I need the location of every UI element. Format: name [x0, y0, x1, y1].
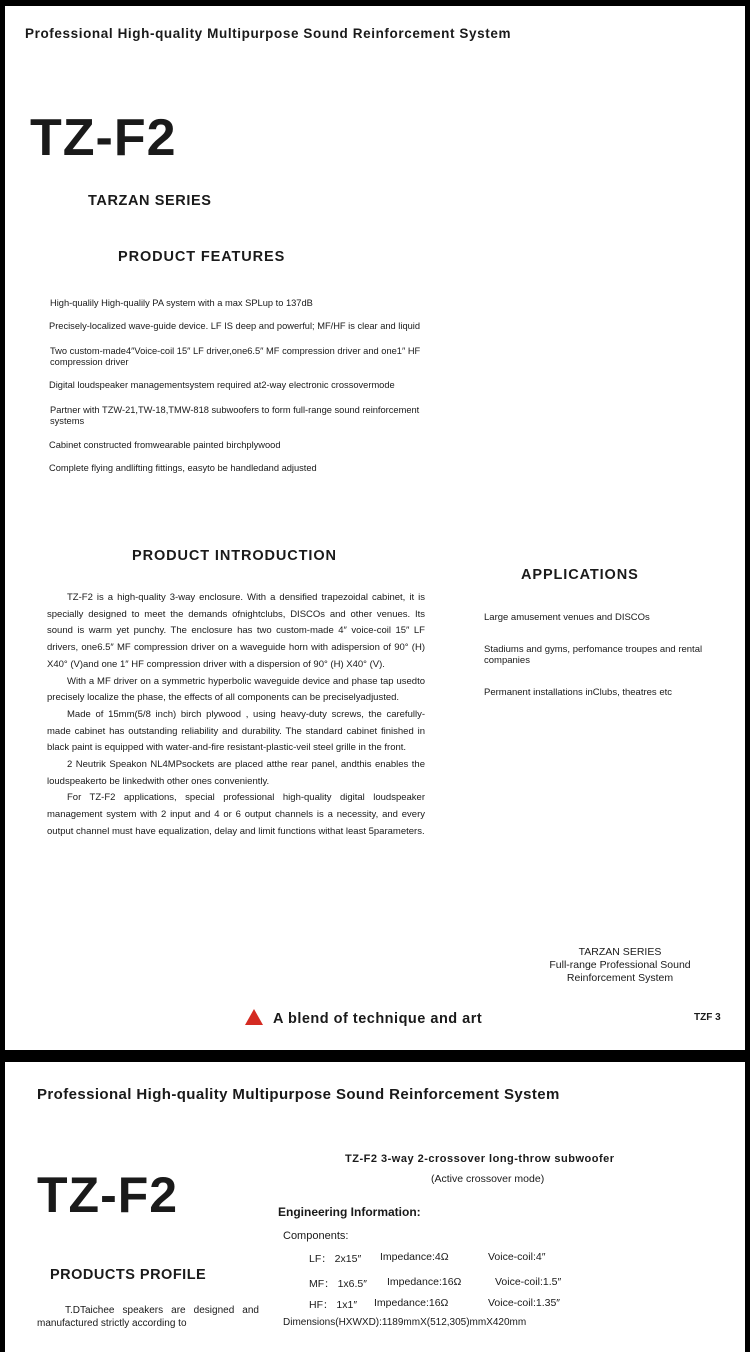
series-block-line: TARZAN SERIES: [578, 946, 662, 958]
feature-item: Complete flying andlifting fittings, easyto be handledand adjusted: [49, 463, 317, 473]
intro-paragraph: 2 Neutrik Speakon NL4MPsockets are placed atthe rear panel, andthis enables the loudspeakerto be linkedwith other ones conveniently.: [47, 759, 425, 787]
introduction-text: [47, 590, 425, 841]
component-impedance: Impedance:4Ω: [380, 1251, 449, 1263]
component-voice-coil: Voice-coil:1.5″: [495, 1276, 562, 1288]
component-voice-coil: Voice-coil:1.35″: [488, 1297, 561, 1309]
feature-item: High-qualily High-qualily PA system with a max SPLup to 137dB: [50, 298, 313, 308]
slogan: A blend of technique and art: [273, 1011, 483, 1027]
intro-paragraph: With a MF driver on a symmetric hyperbolic waveguide device and phase tap usedto precisely localize the phase, the effects of all components can be preciselyadjusted.: [47, 675, 425, 704]
feature-item: Two custom-made4″Voice-coil 15″ LF driver,one6.5″ MF compression driver and one1″ HF compression driver: [50, 346, 421, 367]
feature-item: Digital loudspeaker managementsystem required at2-way electronic crossovermode: [49, 380, 395, 390]
dimensions: Dimensions(HXWXD):1189mmX(512,305)mmX420mm: [283, 1317, 527, 1328]
component-voice-coil: Voice-coil:4″: [488, 1251, 546, 1263]
application-item: Stadiums and gyms, perfomance troupes and rental companies: [484, 644, 703, 666]
component-name: HF： 1x1″: [309, 1299, 358, 1311]
applications-title: APPLICATIONS: [521, 567, 639, 583]
component-impedance: Impedance:16Ω: [374, 1297, 449, 1309]
profile-title: PRODUCTS PROFILE: [50, 1267, 207, 1283]
series-block-line: Reinforcement System: [566, 972, 674, 984]
series-block: [520, 946, 720, 985]
intro-paragraph: For TZ-F2 applications, special professional high-quality digital loudspeaker management system with 2 input and 4 or 6 output channels is a necessity, and every output channel must have equalization, delay and limit functions withat least 5parameters.: [47, 792, 425, 837]
page-header: Professional High-quality Multipurpose Sound Reinforcement System: [37, 1086, 560, 1103]
application-item: Large amusement venues and DISCOs: [484, 612, 650, 623]
component-impedance: Impedance:16Ω: [387, 1276, 462, 1288]
engineering-title: Engineering Information:: [278, 1205, 421, 1219]
components-label: Components:: [283, 1230, 349, 1242]
application-item: Permanent installations inClubs, theatres etc: [484, 687, 672, 698]
features-title: PRODUCT FEATURES: [118, 249, 286, 265]
feature-item: Cabinet constructed fromwearable painted birchplywood: [49, 440, 281, 450]
feature-item: Precisely-localized wave-guide device. LF IS deep and powerful; MF/HF is clear and liquid: [49, 321, 421, 331]
feature-item: Partner with TZW-21,TW-18,TMW-818 subwoofers to form full-range sound reinforcement systems: [50, 405, 420, 426]
page-number: TZF 3: [694, 1012, 721, 1023]
catalog-page-1: [5, 6, 745, 1050]
page-header: Professional High-quality Multipurpose Sound Reinforcement System: [25, 26, 512, 41]
profile-text: T.DTaichee speakers are designed and manufactured strictly according to: [37, 1305, 259, 1329]
series-block-line: Full-range Professional Sound: [549, 959, 691, 971]
model-title: TZ-F2: [30, 109, 177, 167]
product-subtitle: TZ-F2 3-way 2-crossover long-throw subwoofer: [345, 1153, 615, 1165]
intro-paragraph: Made of 15mm(5/8 inch) birch plywood , using heavy-duty screws, the carefully-made cabinet has outstanding reliability and durability. The standard cabinet finished in black paint is equipped with water-and-fire resistant-plastic-veil steel grille in the front.: [47, 708, 425, 754]
model-title: TZ-F2: [37, 1167, 179, 1223]
crossover-mode: (Active crossover mode): [431, 1173, 545, 1185]
series-label: TARZAN SERIES: [88, 193, 212, 209]
component-name: LF： 2x15″: [309, 1253, 362, 1265]
intro-paragraph: TZ-F2 is a high-quality 3-way enclosure. With a densified trapezoidal cabinet, it is specially designed to meet the demands ofnightclubs, DISCOs and other venues. Its sound is warm yet punchy. The enclosure has two custom-made 4″ voice-coil 15″ LF drivers, one6.5″ MF compression driver on a waveguide horn with adispersion of 90° (H) X40° (V)and one 1″ HF compression driver with a dispersion of 90° (H) X40° (V).: [47, 592, 425, 670]
component-name: MF： 1x6.5″: [309, 1278, 367, 1290]
red-triangle-icon: [245, 1009, 263, 1025]
catalog-page-2: [5, 1062, 745, 1352]
introduction-title: PRODUCT INTRODUCTION: [132, 548, 337, 564]
